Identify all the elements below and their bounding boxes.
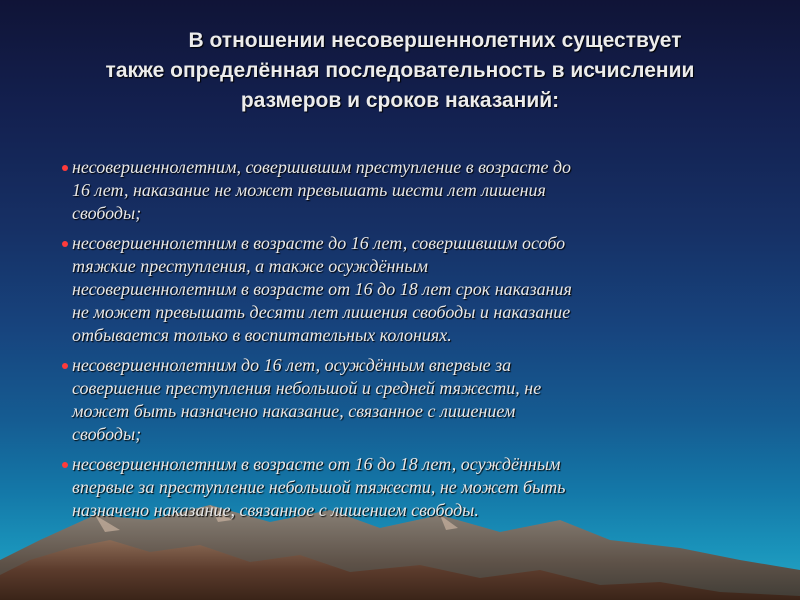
bullet-list bbox=[58, 156, 758, 529]
bullet-line: не может превышать десяти лет лишения свободы и наказание bbox=[72, 302, 571, 322]
slide-title bbox=[40, 26, 760, 116]
title-line: также определённая последовательность в исчислении bbox=[105, 59, 695, 82]
title-line: размеров и сроков наказаний: bbox=[240, 89, 560, 112]
bullet-line: отбывается только в воспитательных колониях. bbox=[72, 325, 452, 345]
bullet-line: несовершеннолетним, совершившим преступление в возрасте до bbox=[72, 157, 572, 177]
bullet-line: несовершеннолетним в возрасте от 16 до 18 лет срок наказания bbox=[72, 279, 572, 299]
bullet-dot-icon bbox=[62, 165, 68, 171]
bullet-line: несовершеннолетним до 16 лет, осуждённым впервые за bbox=[72, 355, 512, 375]
bullet-text bbox=[72, 232, 758, 347]
bullet-line: несовершеннолетним в возрасте от 16 до 18 лет, осуждённым bbox=[72, 454, 561, 474]
bullet-item bbox=[58, 156, 758, 225]
bullet-text bbox=[72, 156, 758, 225]
bullet-dot-icon bbox=[62, 363, 68, 369]
bullet-line: свободы; bbox=[72, 203, 142, 223]
bullet-line: назначено наказание, связанное с лишением свободы. bbox=[72, 500, 479, 520]
bullet-line: несовершеннолетним в возрасте до 16 лет, совершившим особо bbox=[72, 233, 566, 253]
bullet-dot-icon bbox=[62, 462, 68, 468]
bullet-dot-icon bbox=[62, 241, 68, 247]
bullet-text bbox=[72, 453, 758, 522]
bullet-line: может быть назначено наказание, связанное с лишением bbox=[72, 401, 516, 421]
bullet-item bbox=[58, 453, 758, 522]
title-line: В отношении несовершеннолетних существует bbox=[188, 29, 682, 52]
bullet-text bbox=[72, 354, 758, 446]
bullet-line: тяжкие преступления, а также осуждённым bbox=[72, 256, 429, 276]
bullet-item bbox=[58, 354, 758, 446]
bullet-line: совершение преступления небольшой и средней тяжести, не bbox=[72, 378, 542, 398]
bullet-item bbox=[58, 232, 758, 347]
bullet-line: свободы; bbox=[72, 424, 142, 444]
bullet-line: 16 лет, наказание не может превышать шести лет лишения bbox=[72, 180, 546, 200]
bullet-line: впервые за преступление небольшой тяжести, не может быть bbox=[72, 477, 566, 497]
